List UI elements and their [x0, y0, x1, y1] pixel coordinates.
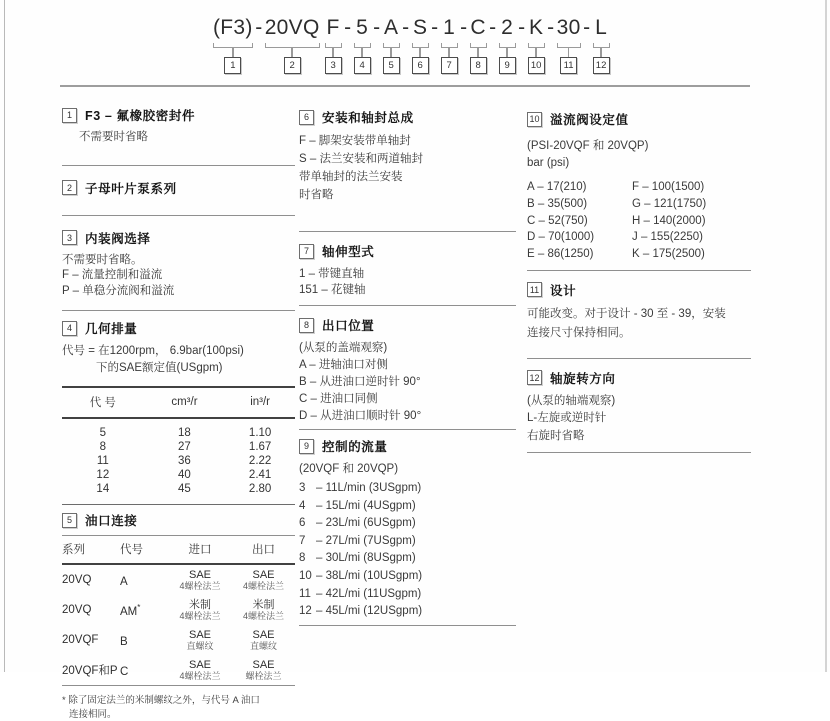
code-segment-text: (F3)	[213, 15, 253, 41]
flow-value: – 27L/mi (7USgpm)	[316, 535, 416, 547]
code-segment-text: 1	[443, 15, 455, 41]
code-segment-3	[325, 15, 342, 74]
pressure-column-right	[632, 179, 706, 263]
table-cell: 18	[144, 418, 226, 440]
segment-number-box: 8	[470, 57, 487, 74]
inlet-detail: 4螺栓法兰	[168, 581, 232, 592]
segment-stem	[361, 48, 363, 57]
pressure-option: H – 140(2000)	[632, 213, 706, 230]
table-cell: 27	[144, 440, 226, 454]
pressure-option: C – 52(750)	[527, 213, 632, 230]
section-title: F3 – 氟橡胶密封件	[85, 106, 195, 124]
segment-stem	[600, 48, 602, 57]
flow-option	[299, 499, 516, 515]
pressure-option: E – 86(1250)	[527, 246, 632, 263]
flow-option	[299, 587, 516, 603]
segment-stem	[390, 48, 392, 57]
series-cell: 20VQF	[62, 634, 120, 646]
text-line: C – 进油口同侧	[299, 391, 516, 408]
inlet-cell	[168, 599, 232, 622]
text-line: 151 – 花键轴	[299, 282, 516, 298]
text-line: 不需要时省略	[62, 130, 295, 146]
pressure-option: D – 70(1000)	[527, 229, 632, 246]
column-2	[299, 96, 516, 626]
text-line: 不需要时省略。	[62, 253, 295, 269]
table-cell: 14	[62, 482, 144, 505]
text-line: B – 从进油口逆时针 90°	[299, 374, 516, 391]
outlet-detail: 直螺纹	[232, 641, 295, 652]
section-12	[527, 359, 751, 453]
table-row	[62, 482, 295, 505]
code-separator: -	[253, 15, 265, 41]
segment-stem	[419, 48, 421, 57]
code-value: A	[120, 575, 128, 587]
footnote-line: * 除了固定法兰的米制螺纹之外，与代号 A 油口	[62, 694, 295, 708]
code-footnote-mark: *	[137, 603, 140, 612]
section-1	[62, 96, 295, 165]
section-header	[299, 316, 516, 334]
section-number-box: 8	[299, 318, 314, 333]
section-title: 设计	[550, 281, 576, 299]
table-cell: 11	[62, 454, 144, 468]
segment-number-box: 7	[441, 57, 458, 74]
flow-code: 6	[299, 516, 316, 532]
code-segment-text: S	[413, 15, 427, 41]
code-cell	[120, 663, 168, 678]
outlet-cell	[232, 659, 295, 682]
section-header	[62, 106, 295, 124]
outlet-type: 米制	[232, 599, 295, 612]
text-line: P – 单稳分流阀和溢流	[62, 284, 295, 300]
code-segment-5	[383, 15, 400, 74]
segment-stem	[232, 48, 234, 57]
flow-code: 12	[299, 604, 316, 620]
table-cell: 1.67	[225, 440, 295, 454]
segment-stem	[568, 48, 570, 57]
ports-table	[62, 535, 295, 686]
page-right-border	[825, 0, 827, 672]
code-cell	[120, 603, 168, 618]
section-number-box: 7	[299, 244, 314, 259]
segment-number-box: 6	[412, 57, 429, 74]
segment-number-box: 3	[325, 57, 342, 74]
text-line: 代号 = 在1200rpm， 6.9bar(100psi)	[62, 343, 295, 360]
text-line: (PSI-20VQF 和 20VQP)	[527, 138, 751, 155]
section-header	[527, 281, 751, 299]
flow-option	[299, 551, 516, 567]
flow-option	[299, 516, 516, 532]
table-cell: 2.80	[225, 482, 295, 505]
text-line: F – 脚架安装带单轴封	[299, 132, 516, 150]
section-title: 轴伸型式	[322, 242, 374, 260]
flow-value: – 45L/mi (12USgpm)	[316, 605, 422, 617]
code-separator: -	[487, 15, 499, 41]
code-segment-8	[470, 15, 487, 74]
text-line: 可能改变。对于设计 - 30 至 - 39，安装	[527, 305, 751, 325]
segment-number-box: 4	[354, 57, 371, 74]
outlet-detail: 4螺栓法兰	[232, 581, 295, 592]
section-9	[299, 430, 516, 625]
text-line: 1 – 带键直轴	[299, 266, 516, 282]
section-title: 油口连接	[85, 511, 137, 529]
section-divider	[299, 625, 516, 626]
section-number-box: 6	[299, 110, 314, 125]
flow-value: – 42L/mi (11USgpm)	[316, 588, 421, 600]
text-line: bar (psi)	[527, 155, 751, 172]
table-cell: 12	[62, 468, 144, 482]
inlet-cell	[168, 659, 232, 682]
segment-stem	[291, 48, 293, 57]
table-row	[62, 655, 295, 685]
section-header	[62, 229, 295, 247]
segment-stem	[477, 48, 479, 57]
pressure-settings-list	[527, 179, 751, 263]
flow-code: 3	[299, 481, 316, 497]
page-left-border	[4, 0, 5, 672]
flow-code: 10	[299, 569, 316, 585]
code-segment-text: F	[327, 15, 340, 41]
code-separator: -	[400, 15, 412, 41]
section-title: 控制的流量	[322, 437, 388, 455]
table-row	[62, 625, 295, 655]
segment-number-box: 11	[560, 57, 577, 74]
text-line: S – 法兰安装和两道轴封	[299, 150, 516, 168]
text-line: A – 进轴油口对侧	[299, 357, 516, 374]
segment-number-box: 10	[528, 57, 545, 74]
pressure-option: J – 155(2250)	[632, 229, 706, 246]
inlet-type: SAE	[168, 659, 232, 672]
table-row	[62, 454, 295, 468]
segment-stem	[448, 48, 450, 57]
code-segment-11	[557, 15, 581, 74]
code-value: C	[120, 665, 128, 677]
table-cell: 45	[144, 482, 226, 505]
section-header	[62, 511, 295, 529]
section-3	[62, 216, 295, 311]
text-line: F – 流量控制和溢流	[62, 268, 295, 284]
code-separator: -	[371, 15, 383, 41]
series-cell: 20VQ	[62, 604, 120, 616]
inlet-cell	[168, 569, 232, 592]
table-row	[62, 440, 295, 454]
section-title: 几何排量	[85, 319, 137, 337]
section-number-box: 10	[527, 112, 542, 127]
segment-number-box: 2	[284, 57, 301, 74]
inlet-type: SAE	[168, 569, 232, 582]
code-segment-text: 5	[356, 15, 368, 41]
outlet-detail: 4螺栓法兰	[232, 611, 295, 622]
column-header: 代 号	[62, 387, 144, 418]
flow-value: – 30L/mi (8USgpm)	[316, 552, 416, 564]
section-title: 出口位置	[322, 316, 374, 334]
section-header	[527, 110, 751, 128]
section-number-box: 11	[527, 282, 542, 297]
code-segment-9	[499, 15, 516, 74]
table-cell: 40	[144, 468, 226, 482]
outlet-cell	[232, 599, 295, 622]
code-value: B	[120, 635, 128, 647]
table-cell: 5	[62, 418, 144, 440]
flow-option	[299, 569, 516, 585]
pressure-option: K – 175(2500)	[632, 246, 706, 263]
code-segment-text: 30	[557, 15, 581, 41]
code-separator: -	[429, 15, 441, 41]
code-segment-text: L	[595, 15, 607, 41]
flow-code: 7	[299, 534, 316, 550]
flow-option	[299, 534, 516, 550]
pressure-option: B – 35(500)	[527, 196, 632, 213]
section-number-box: 12	[527, 370, 542, 385]
segment-number-box: 12	[593, 57, 610, 74]
code-separator: -	[545, 15, 557, 41]
column-header: 系列	[62, 541, 120, 557]
section-header	[62, 319, 295, 337]
flow-code: 11	[299, 587, 316, 603]
section-title: 溢流阀设定值	[550, 110, 629, 128]
section-6	[299, 96, 516, 231]
code-separator: -	[581, 15, 593, 41]
table-row	[62, 565, 295, 595]
section-header	[62, 179, 295, 197]
code-segment-10	[528, 15, 545, 74]
table-cell: 2.41	[225, 468, 295, 482]
column-1	[62, 96, 295, 721]
section-number-box: 9	[299, 439, 314, 454]
column-header: 代号	[120, 541, 168, 557]
column-header: in³/r	[225, 387, 295, 418]
outlet-type: SAE	[232, 569, 295, 582]
code-separator: -	[342, 15, 354, 41]
segment-stem	[535, 48, 537, 57]
code-segment-12	[593, 15, 610, 74]
pressure-option: G – 121(1750)	[632, 196, 706, 213]
pressure-option: A – 17(210)	[527, 179, 632, 196]
text-line: (从泵的轴端观察)	[527, 393, 751, 411]
section-2	[62, 166, 295, 215]
table-cell: 36	[144, 454, 226, 468]
code-segment-text: 2	[501, 15, 513, 41]
text-line: (20VQF 和 20VQP)	[299, 461, 516, 478]
segment-number-box: 5	[383, 57, 400, 74]
table-cell: 2.22	[225, 454, 295, 468]
code-cell	[120, 573, 168, 588]
header-divider	[60, 85, 750, 87]
ports-table-head	[62, 536, 295, 565]
section-10	[527, 96, 751, 270]
section-5	[62, 505, 295, 686]
section-header	[299, 108, 516, 126]
section-header	[299, 242, 516, 260]
inlet-detail: 4螺栓法兰	[168, 611, 232, 622]
series-cell: 20VQ	[62, 574, 120, 586]
column-header: cm³/r	[144, 387, 226, 418]
footnote	[62, 694, 295, 721]
table-cell: 1.10	[225, 418, 295, 440]
table-cell: 8	[62, 440, 144, 454]
code-segment-text: K	[529, 15, 543, 41]
section-title: 子母叶片泵系列	[85, 179, 177, 197]
section-divider	[527, 452, 751, 453]
table-row	[62, 418, 295, 440]
text-line: 带单轴封的法兰安装	[299, 168, 516, 186]
section-number-box: 1	[62, 108, 77, 123]
flow-value: – 23L/mi (6USgpm)	[316, 517, 416, 529]
displacement-table-head	[62, 387, 295, 418]
inlet-detail: 4螺栓法兰	[168, 671, 232, 682]
code-segment-4	[354, 15, 371, 74]
text-line: 时省略	[299, 186, 516, 204]
flow-option	[299, 481, 516, 497]
section-title: 内装阀选择	[85, 229, 151, 247]
flow-option	[299, 604, 516, 620]
displacement-table	[62, 386, 295, 505]
displacement-table-body	[62, 418, 295, 505]
code-value: AM	[120, 605, 137, 617]
section-header	[527, 369, 751, 387]
section-number-box: 5	[62, 513, 77, 528]
table-header-row	[62, 387, 295, 418]
column-header: 进口	[168, 541, 232, 557]
code-segment-text: 20VQ	[265, 15, 320, 41]
code-separator: -	[458, 15, 470, 41]
text-line: 下的SAE额定值(USgpm)	[62, 360, 295, 377]
table-row	[62, 595, 295, 625]
inlet-detail: 直螺纹	[168, 641, 232, 652]
outlet-detail: 螺栓法兰	[232, 671, 295, 682]
column-3	[527, 96, 751, 453]
section-4	[62, 311, 295, 505]
inlet-type: SAE	[168, 629, 232, 642]
code-separator: -	[516, 15, 528, 41]
outlet-type: SAE	[232, 659, 295, 672]
inlet-cell	[168, 629, 232, 652]
code-segment-2	[265, 15, 320, 74]
segment-number-box: 9	[499, 57, 516, 74]
code-segment-text: C	[470, 15, 485, 41]
footnote-line: 连接相同。	[62, 708, 295, 721]
section-header	[299, 437, 516, 455]
text-line: L-左旋或逆时针	[527, 410, 751, 428]
flow-code: 8	[299, 551, 316, 567]
model-code-diagram	[208, 15, 610, 74]
column-header: 出口	[232, 541, 295, 557]
section-11	[527, 271, 751, 358]
pressure-option: F – 100(1500)	[632, 179, 706, 196]
text-line: 右旋时省略	[527, 428, 751, 446]
section-number-box: 2	[62, 180, 77, 195]
text-line: D – 从进油口顺时针 90°	[299, 408, 516, 425]
flow-value: – 11L/min (3USgpm)	[316, 482, 421, 494]
text-line: 连接尺寸保持相同。	[527, 324, 751, 344]
section-7	[299, 232, 516, 305]
inlet-type: 米制	[168, 599, 232, 612]
text-line: (从泵的盖端观察)	[299, 340, 516, 357]
flow-value: – 15L/mi (4USgpm)	[316, 500, 416, 512]
outlet-cell	[232, 569, 295, 592]
section-number-box: 4	[62, 321, 77, 336]
section-title: 轴旋转方向	[550, 369, 616, 387]
segment-number-box: 1	[224, 57, 241, 74]
section-8	[299, 306, 516, 429]
outlet-cell	[232, 629, 295, 652]
series-cell: 20VQF和P	[62, 662, 120, 678]
outlet-type: SAE	[232, 629, 295, 642]
code-segment-1	[213, 15, 253, 74]
flow-value: – 38L/mi (10USgpm)	[316, 570, 422, 582]
code-segment-6	[412, 15, 429, 74]
code-cell	[120, 633, 168, 648]
pressure-column-left	[527, 179, 632, 263]
flow-code: 4	[299, 499, 316, 515]
segment-stem	[506, 48, 508, 57]
table-row	[62, 468, 295, 482]
code-segment-text: A	[384, 15, 398, 41]
code-segment-7	[441, 15, 458, 74]
section-title: 安装和轴封总成	[322, 108, 414, 126]
section-number-box: 3	[62, 230, 77, 245]
segment-stem	[332, 48, 334, 57]
